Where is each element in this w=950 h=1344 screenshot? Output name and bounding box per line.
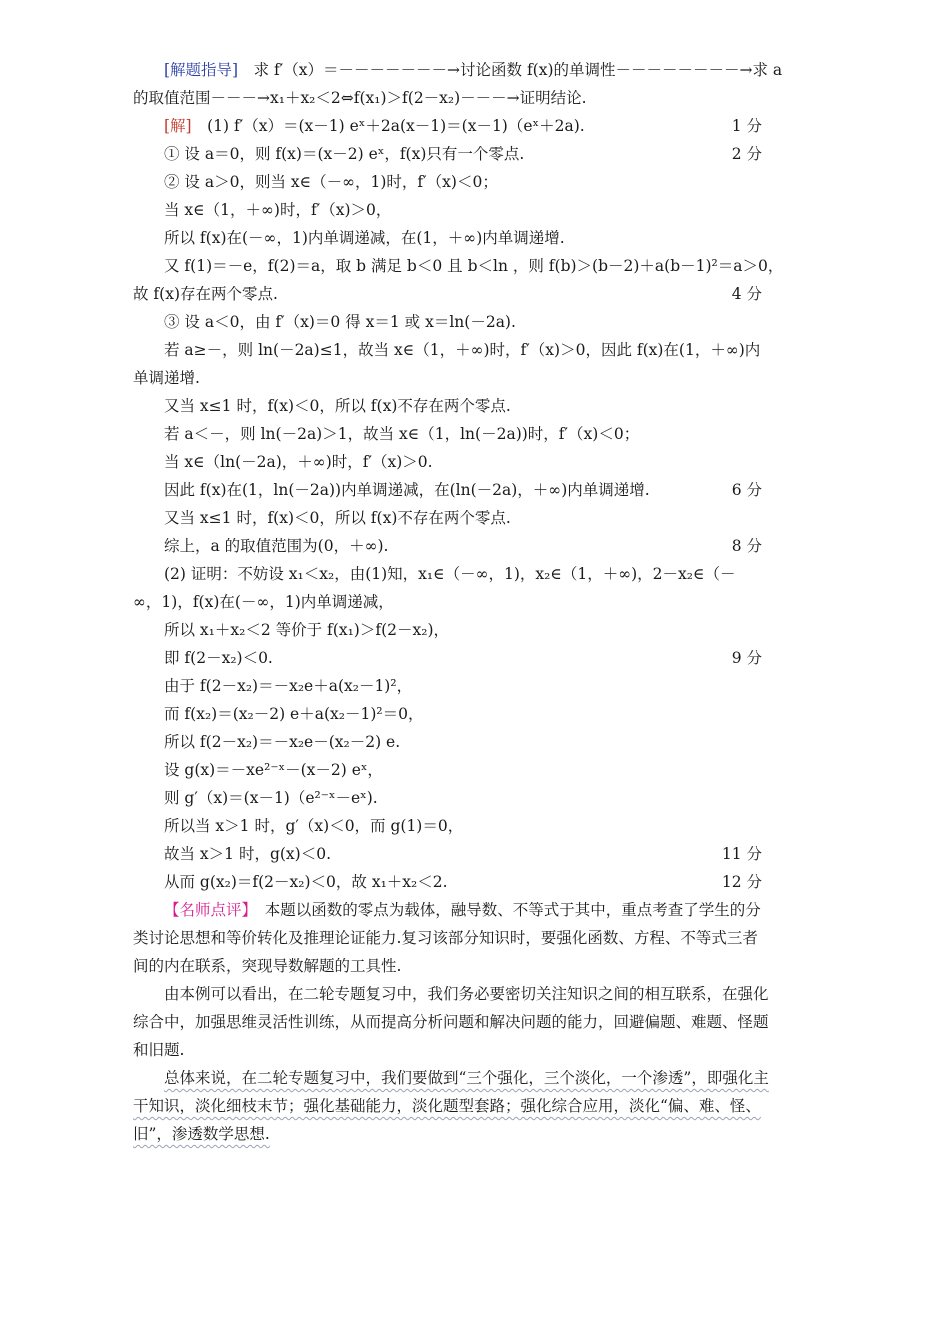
text-line [164,308,516,336]
text-line [164,756,383,784]
line-text: ③ 设 a＜0，由 f′（x)＝0 得 x＝1 或 x＝ln(－2a). [164,313,516,331]
text-line [164,728,400,756]
line-text: 又当 x≤1 时，f(x)＜0，所以 f(x)不存在两个零点. [164,397,511,415]
section-label: [解] [164,117,192,135]
text-line [133,1120,270,1148]
text-line [164,784,378,812]
score-mark: 11 分 [721,845,762,863]
text-line [164,980,769,1008]
text-line [133,364,200,392]
line-text: 总体来说，在二轮专题复习中，我们要做到“三个强化，三个淡化，一个渗透”，即强化主 [164,1069,769,1087]
line-text: 若 a≥－，则 ln(－2a)≤1，故当 x∈（1，＋∞)时，f′（x)＞0，因此 f(x)在(1，＋∞)内 [164,341,761,359]
text-line [133,952,401,980]
text-line [164,336,760,364]
line-text: ② 设 a＞0，则当 x∈（－∞，1)时，f′（x)＜0； [164,173,498,191]
line-text: 和旧题. [133,1041,185,1059]
score-mark: 6 分 [731,481,762,499]
section-label: [解题指导] [164,61,239,79]
score-mark: 8 分 [731,537,762,555]
line-text: 又 f(1)＝－e，f(2)＝a，取 b 满足 b＜0 且 b＜ln ，则 f(b)＞(b－2)＋a(b－1)²＝a＞0， [164,257,784,275]
line-text: 而 f(x₂)＝(x₂－2) e＋a(x₂－1)²＝0， [164,705,424,723]
line-text: 当 x∈（1，＋∞)时，f′（x)＞0， [164,201,392,219]
text-line [164,448,433,476]
line-text: 所以 f(x)在(－∞，1)内单调递减，在(1，＋∞)内单调递增. [164,229,565,247]
line-text: 设 g(x)＝－xe²⁻ˣ－(x－2) eˣ， [164,761,383,779]
line-text: 又当 x≤1 时，f(x)＜0，所以 f(x)不存在两个零点. [164,509,511,527]
line-text: 的取值范围－－－→x₁＋x₂＜2⇔f(x₁)＞f(2－x₂)－－－→证明结论. [133,89,587,107]
line-text: ∞，1)，f(x)在(－∞，1)内单调递减， [133,593,394,611]
text-line [164,224,565,252]
text-line [164,560,735,588]
text-line [164,532,388,560]
text-line [164,504,511,532]
score-mark: 1 分 [731,117,762,135]
line-text: (1) f′（x）＝(x－1) eˣ＋2a(x－1)＝(x－1)（eˣ＋2a). [191,117,585,135]
section-label: 【名师点评】 [164,901,250,919]
text-line [164,840,331,868]
line-text: 旧”，渗透数学思想. [133,1125,270,1143]
text-line [133,1008,769,1036]
line-text: 由于 f(2－x₂)＝－x₂e＋a(x₂－1)²， [164,677,413,695]
text-line [164,672,412,700]
line-text: 当 x∈（ln(－2a)，＋∞)时，f′（x)＞0. [164,453,433,471]
text-line [164,140,524,168]
score-mark: 2 分 [731,145,762,163]
text-line [164,56,782,84]
text-line [164,392,511,420]
line-text: 故 f(x)存在两个零点. [133,285,278,303]
line-text: 本题以函数的零点为载体，融导数、不等式于其中，重点考查了学生的分 [249,901,761,919]
text-line [133,84,587,112]
line-text: 由本例可以看出，在二轮专题复习中，我们务必要密切关注知识之间的相互联系，在强化 [164,985,769,1003]
text-line [164,1064,769,1092]
line-text: 因此 f(x)在(1，ln(－2a))内单调递减，在(ln(－2a)，＋∞)内单调递增. [164,481,650,499]
text-line [164,168,498,196]
line-text: 综上，a 的取值范围为(0，＋∞). [164,537,389,555]
line-text: 若 a＜－，则 ln(－2a)＞1，故当 x∈（1，ln(－2a))时，f′（x)＜0； [164,425,640,443]
line-text: 综合中，加强思维灵活性训练，从而提高分析问题和解决问题的能力，回避偏题、难题、怪题 [133,1013,769,1031]
text-line [133,1036,184,1064]
line-text: 求 f′（x）＝－－－－－－－→讨论函数 f(x)的单调性－－－－－－－－→求 a [238,61,783,79]
text-line [164,896,761,924]
line-text: 所以 x₁＋x₂＜2 等价于 f(x₁)＞f(2－x₂)， [164,621,449,639]
line-text: 即 f(2－x₂)＜0. [164,649,273,667]
text-line [164,196,391,224]
text-line [164,476,650,504]
text-line [133,1092,761,1120]
text-line [164,644,273,672]
line-text: 所以 f(2－x₂)＝－x₂e－(x₂－2) e. [164,733,401,751]
text-line [164,616,449,644]
text-line [164,700,423,728]
text-line [133,280,278,308]
score-mark: 9 分 [731,649,762,667]
line-text: 故当 x＞1 时，g(x)＜0. [164,845,332,863]
line-text: 所以当 x＞1 时，g′（x)＜0，而 g(1)＝0， [164,817,464,835]
line-text: (2) 证明：不妨设 x₁＜x₂，由(1)知，x₁∈（－∞，1)，x₂∈（1，＋∞)，2－x₂∈（－ [164,565,736,583]
line-text: 干知识，淡化细枝末节；强化基础能力，淡化题型套路；强化综合应用，淡化“偏、难、怪、 [133,1097,761,1115]
text-line [164,420,639,448]
text-line [133,924,758,952]
line-text: 则 g′（x)＝(x－1)（e²⁻ˣ－eˣ). [164,789,378,807]
score-mark: 4 分 [731,285,762,303]
text-line [133,588,394,616]
line-text: 单调递增. [133,369,200,387]
score-mark: 12 分 [721,873,762,891]
line-text: ① 设 a＝0，则 f(x)＝(x－2) eˣ，f(x)只有一个零点. [164,145,525,163]
text-line [164,112,585,140]
text-line [164,812,463,840]
line-text: 类讨论思想和等价转化及推理论证能力.复习该部分知识时，要强化函数、方程、不等式三者 [133,929,758,947]
line-text: 从而 g(x₂)＝f(2－x₂)＜0，故 x₁＋x₂＜2. [164,873,448,891]
text-line [164,868,448,896]
line-text: 间的内在联系，突现导数解题的工具性. [133,957,402,975]
text-line [164,252,783,280]
